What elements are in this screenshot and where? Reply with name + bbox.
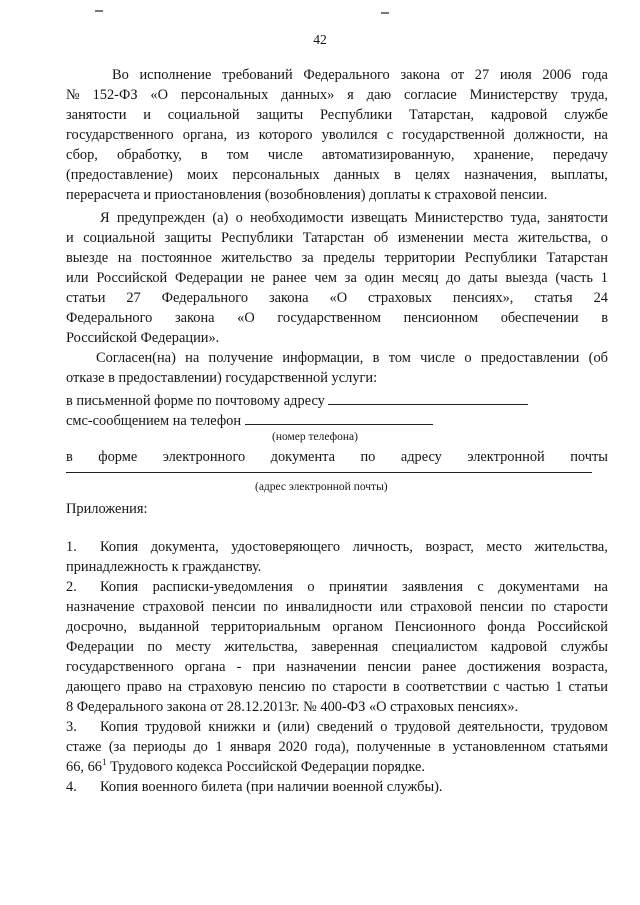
word: по <box>311 679 327 695</box>
word: социальной <box>167 107 240 123</box>
word: Федерального <box>66 310 153 326</box>
word: по <box>360 449 376 465</box>
word: страховой <box>410 599 473 615</box>
word: изменении <box>397 230 464 246</box>
word: инвалидности <box>285 599 373 615</box>
word: постоянное <box>141 250 212 266</box>
word: удостоверяющего <box>231 539 341 555</box>
para1-line-5 <box>66 146 608 164</box>
word: по <box>263 599 279 615</box>
para2-line-7: Российской Федерации». <box>66 330 220 346</box>
word: закона <box>268 290 309 306</box>
word: Министерство <box>414 210 504 226</box>
word: полученные <box>356 739 431 755</box>
word: пенсии <box>367 659 412 675</box>
word: выданной <box>138 619 200 635</box>
word: государственного <box>66 659 174 675</box>
word: жительства, <box>224 639 298 655</box>
word: Российской <box>96 270 168 286</box>
word: Федерации <box>174 270 243 286</box>
word: достижения <box>467 659 541 675</box>
word: заверенная <box>311 639 379 655</box>
word: в <box>200 147 208 163</box>
word: года <box>581 67 608 83</box>
article-numbers: 66, 66 <box>66 759 102 775</box>
word: данных» <box>281 87 335 103</box>
word: Федерации <box>66 639 134 655</box>
word: и <box>262 719 271 735</box>
word: от <box>450 67 465 83</box>
word: моих <box>186 167 219 183</box>
word: соответствии <box>405 679 488 695</box>
word: Республики <box>464 250 537 266</box>
word: органа <box>184 659 226 675</box>
word: даты <box>468 270 498 286</box>
word: 27 <box>126 290 141 306</box>
word: статьями <box>552 739 608 755</box>
word: хранение, <box>473 147 534 163</box>
para1-line-2 <box>66 86 608 104</box>
word: даю <box>366 87 392 103</box>
phone-field[interactable] <box>245 410 433 425</box>
word: о <box>464 350 472 366</box>
word: с <box>477 579 484 595</box>
para1-line-7: перерасчета и приостановления (возобновления) доплаты к страховой пенсии. <box>66 187 548 203</box>
word: Копия <box>100 719 139 735</box>
word: до <box>193 739 208 755</box>
word: занятости <box>547 210 608 226</box>
attachment-2-line-2 <box>66 598 608 616</box>
word: по <box>531 599 546 615</box>
word: о <box>235 210 243 226</box>
word: периоды <box>133 739 186 755</box>
word: Копия <box>100 539 139 555</box>
word: согласие <box>403 87 457 103</box>
word: один <box>364 270 395 286</box>
word: 152-ФЗ <box>92 87 138 103</box>
word: «О <box>237 310 255 326</box>
para2-line-5 <box>66 289 608 307</box>
attachment-3-line-3 <box>66 758 608 776</box>
word: трудовом <box>550 719 608 735</box>
word: книжки <box>208 719 256 735</box>
attachment-1-line-1 <box>100 538 608 556</box>
word: документа <box>270 449 335 465</box>
phone-row <box>66 410 608 430</box>
word: адресу <box>400 449 442 465</box>
word: пенсионном <box>403 310 479 326</box>
attachment-2-line-1 <box>100 578 608 596</box>
word: (или) <box>277 719 310 735</box>
para2-line-6 <box>66 309 608 327</box>
attachment-2-line-7: 8 Федерального закона от 28.12.2013г. № 400-ФЗ «О страховых пенсиях». <box>66 699 519 715</box>
word: исполнение <box>139 67 212 83</box>
word: - <box>236 659 242 675</box>
word: Российской <box>537 619 608 635</box>
word: кадровой <box>490 107 548 123</box>
word: туда, <box>510 210 541 226</box>
word: и <box>143 107 151 123</box>
word: передачу <box>552 147 608 163</box>
word: старости <box>332 679 387 695</box>
word: Федерального <box>303 67 390 83</box>
labour-code-text: Трудового кодекса Российской Федерации порядке. <box>106 759 426 775</box>
attachment-3-line-1 <box>100 718 608 736</box>
email-address-field[interactable] <box>66 472 592 473</box>
word: занятости <box>66 107 127 123</box>
word: страховой <box>142 599 205 615</box>
word: закона <box>400 67 441 83</box>
attachment-2-number: 2. <box>66 579 77 595</box>
word: 2006 <box>542 67 572 83</box>
word: кадровой <box>490 639 548 655</box>
word: в <box>438 739 446 755</box>
word: документа, <box>150 539 219 555</box>
word: не <box>250 270 265 286</box>
word: Копия <box>100 579 139 595</box>
para1-line-1 <box>112 66 608 84</box>
word: место <box>486 539 522 555</box>
attachments-title: Приложения: <box>66 501 148 517</box>
word: жительство <box>221 250 293 266</box>
word: статья <box>534 290 573 306</box>
attachment-3-number: 3. <box>66 719 77 735</box>
word: 1 <box>600 270 608 286</box>
word: числе <box>267 147 303 163</box>
word: назначении <box>286 659 357 675</box>
word: в <box>601 310 608 326</box>
word: труда, <box>570 87 608 103</box>
word: почты <box>570 449 608 465</box>
phone-label: смс-сообщением на телефон <box>66 413 242 429</box>
word: обеспечении <box>500 310 579 326</box>
word: трудовой <box>394 719 451 735</box>
word: территории <box>384 250 456 266</box>
word: предоставлении <box>480 350 580 366</box>
word: числе <box>420 350 456 366</box>
word: Татарстан <box>546 250 608 266</box>
word: Министерству <box>469 87 558 103</box>
word: июля <box>499 67 532 83</box>
word: жительства, <box>534 539 608 555</box>
word: органа, <box>182 127 228 143</box>
word: Татарстан, <box>408 107 475 123</box>
word: дающего <box>66 679 121 695</box>
word: старости <box>553 599 608 615</box>
word: Республики <box>319 107 393 123</box>
word: установленном <box>452 739 546 755</box>
word: принятии <box>328 579 388 595</box>
word: января <box>229 739 272 755</box>
word: 24 <box>593 290 608 306</box>
word: чем <box>314 270 338 286</box>
word: назначения, <box>464 167 537 183</box>
postal-address-field[interactable] <box>328 390 528 405</box>
word: с <box>493 679 500 695</box>
word: года), <box>314 739 350 755</box>
word: закона <box>174 310 215 326</box>
word: (за <box>108 739 126 755</box>
word: уволился <box>321 127 378 143</box>
word: том <box>388 350 411 366</box>
word: 1 <box>215 739 223 755</box>
attachment-2-line-5 <box>66 658 608 676</box>
word: социальной <box>83 230 156 246</box>
word: частью <box>505 679 550 695</box>
attachment-4-number: 4. <box>66 779 77 795</box>
attachment-1-number: 1. <box>66 539 77 555</box>
word: пенсию <box>258 679 306 695</box>
word: государственной <box>402 127 505 143</box>
attachment-3-line-2 <box>66 738 608 756</box>
word: целях <box>415 167 451 183</box>
word: фонда <box>487 619 526 635</box>
word: документами <box>498 579 580 595</box>
word: об <box>373 230 389 246</box>
word: обработку, <box>116 147 182 163</box>
word: данных <box>333 167 380 183</box>
word: специалистом <box>391 639 478 655</box>
word: в <box>66 449 73 465</box>
word: (а) <box>212 210 229 226</box>
word: жительства, <box>517 230 592 246</box>
word: органом <box>332 619 383 635</box>
word: (об <box>588 350 608 366</box>
word: государственного <box>66 127 174 143</box>
postal-address-row <box>66 390 608 410</box>
word: страховых <box>368 290 432 306</box>
postal-address-label: в письменной форме по почтовому адресу <box>66 393 325 409</box>
word: 2020 <box>278 739 308 755</box>
word: до <box>446 270 461 286</box>
word: том <box>226 147 249 163</box>
scan-speck <box>95 10 103 12</box>
word: территориальным <box>210 619 321 635</box>
word: при <box>252 659 276 675</box>
attachment-1-line-2: принадлежность к гражданству. <box>66 559 262 575</box>
word: должности, <box>513 127 585 143</box>
word: статьи <box>568 679 608 695</box>
word: заявления <box>402 579 463 595</box>
word: персональных <box>180 87 269 103</box>
page-number: 42 <box>313 32 327 47</box>
word: трудовой <box>145 719 202 735</box>
word: службы <box>560 639 608 655</box>
word: месту <box>175 639 212 655</box>
word: право <box>126 679 162 695</box>
email-row <box>66 448 608 466</box>
word: получение <box>208 350 274 366</box>
word: о <box>307 579 315 595</box>
word: или <box>66 270 89 286</box>
para3-line-1 <box>96 349 608 367</box>
word: пенсиях», <box>452 290 514 306</box>
word: необходимости <box>250 210 344 226</box>
word: требований <box>222 67 293 83</box>
word: на <box>117 250 132 266</box>
word: Я <box>100 210 110 226</box>
word: стаже <box>66 739 102 755</box>
para1-line-3 <box>66 106 608 124</box>
word: и <box>66 230 74 246</box>
word: ранее <box>422 659 457 675</box>
article-superscript: 1 <box>101 757 107 768</box>
word: с <box>386 127 394 143</box>
attachment-2-line-6 <box>66 678 608 696</box>
word: на <box>593 579 608 595</box>
word: автоматизированную, <box>321 147 455 163</box>
word: Татарстан <box>302 230 365 246</box>
word: электронного <box>162 449 246 465</box>
word: 1 <box>555 679 563 695</box>
word: «О <box>150 87 169 103</box>
word: Пенсионного <box>394 619 476 635</box>
word: по <box>147 639 163 655</box>
word: извещать <box>350 210 408 226</box>
word: «О <box>329 290 348 306</box>
word: страховую <box>188 679 253 695</box>
attachment-4-line-1: Копия военного билета (при наличии военной службы). <box>100 779 443 795</box>
word: расписки-уведомления <box>152 579 293 595</box>
word: статьи <box>66 290 106 306</box>
word: службе <box>564 107 608 123</box>
word: на <box>593 127 608 143</box>
word: Во <box>112 67 129 83</box>
word: предупрежден <box>116 210 206 226</box>
para2-line-3 <box>66 249 608 267</box>
word: электронной <box>467 449 545 465</box>
word: которого <box>258 127 313 143</box>
word: персональных <box>232 167 320 183</box>
para2-line-1 <box>100 209 608 227</box>
word: за <box>344 270 357 286</box>
word: на <box>167 679 183 695</box>
word: в <box>372 350 380 366</box>
word: 27 <box>474 67 490 83</box>
word: в <box>394 167 401 183</box>
word: из <box>236 127 250 143</box>
word: № <box>66 87 80 103</box>
word: личность, <box>352 539 413 555</box>
word: выезда <box>505 270 548 286</box>
para1-line-4 <box>66 126 608 144</box>
word: пенсии <box>211 599 256 615</box>
word: за <box>301 250 314 266</box>
word: сведений <box>316 719 374 735</box>
para2-line-2 <box>66 229 608 247</box>
word: деятельности, <box>457 719 544 735</box>
word: досрочно, <box>66 619 128 635</box>
word: (предоставление) <box>66 167 173 183</box>
word: возраста, <box>551 659 608 675</box>
word: Республики <box>221 230 294 246</box>
attachment-2-line-3 <box>66 618 608 636</box>
word: государственном <box>277 310 382 326</box>
word: защиты <box>164 230 212 246</box>
word: выезде <box>66 250 109 266</box>
word: я <box>347 87 354 103</box>
word: места <box>473 230 509 246</box>
word: защиты <box>256 107 304 123</box>
word: в <box>392 679 400 695</box>
word: о <box>600 230 608 246</box>
word: или <box>379 599 403 615</box>
scan-speck <box>381 12 389 14</box>
word: форме <box>98 449 138 465</box>
word: (часть <box>555 270 593 286</box>
para2-line-4 <box>66 269 608 287</box>
word: пенсии <box>479 599 524 615</box>
word: возраст, <box>425 539 474 555</box>
phone-caption: (номер телефона) <box>272 431 358 443</box>
word: на <box>185 350 200 366</box>
attachment-2-line-4 <box>66 638 608 656</box>
word: Федерального <box>161 290 249 306</box>
word: Согласен(на) <box>96 350 176 366</box>
word: ранее <box>272 270 307 286</box>
word: назначение <box>66 599 135 615</box>
para3-line-2: отказе в предоставлении) государственной услуги: <box>66 370 378 386</box>
email-caption: (адрес электронной почты) <box>255 481 388 493</box>
word: выплаты, <box>550 167 608 183</box>
word: о <box>380 719 388 735</box>
para1-line-6 <box>66 166 608 184</box>
word: пределы <box>323 250 375 266</box>
word: информации, <box>282 350 364 366</box>
word: месяц <box>401 270 439 286</box>
word: сбор, <box>66 147 98 163</box>
